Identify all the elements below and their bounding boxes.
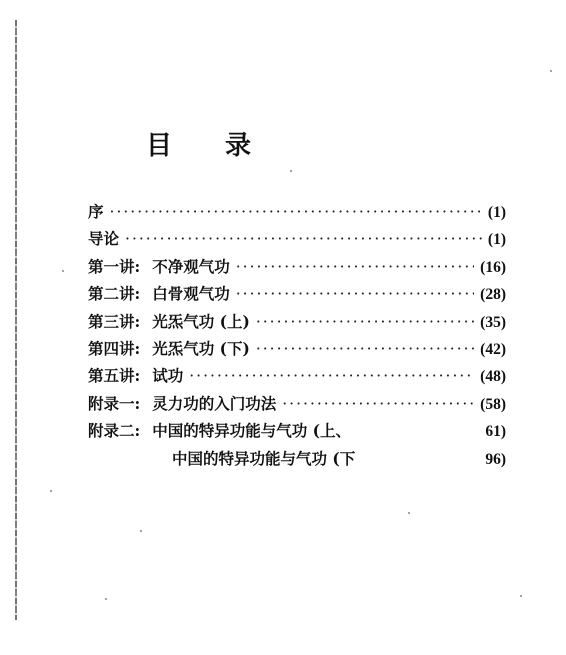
toc-row-lecture-3[interactable] (88, 310, 506, 337)
page-title (146, 125, 252, 162)
toc-row-appendix-2-part-1[interactable] (88, 419, 506, 446)
toc-row-lecture-5[interactable] (88, 364, 506, 391)
toc-leader-dots (256, 340, 474, 358)
toc-label: 附录二: (88, 421, 141, 441)
toc-page-number: (35) (480, 313, 506, 331)
toc-label: 序 (88, 202, 104, 221)
toc-row-appendix-2-part-2[interactable] (88, 447, 506, 474)
toc-row-appendix-1[interactable] (88, 392, 506, 419)
table-of-contents (88, 200, 506, 474)
scan-speck (62, 270, 64, 272)
scan-speck (290, 170, 292, 172)
scan-speck (50, 490, 52, 492)
toc-label: 第三讲: (88, 311, 141, 331)
toc-title: 中国的特异功能与气功 (下 (172, 448, 356, 468)
toc-page-number: (1) (487, 231, 506, 249)
toc-title: 光炁气功 (上) (152, 311, 250, 331)
toc-leader-dots (282, 395, 474, 413)
toc-row-lecture-2[interactable] (88, 282, 506, 309)
toc-label: 第四讲: (88, 338, 141, 358)
toc-title: 白骨观气功 (152, 284, 230, 304)
toc-page-number: (58) (480, 395, 506, 413)
toc-row-lecture-1[interactable] (88, 255, 506, 282)
toc-title: 灵力功的入门功法 (152, 393, 277, 413)
toc-label: 导论 (88, 229, 120, 249)
toc-title: 试功 (152, 366, 184, 386)
toc-page-number: (16) (480, 258, 506, 276)
toc-page-number: (48) (480, 368, 506, 386)
toc-leader-dots (110, 203, 482, 221)
toc-title: 中国的特异功能与气功 (上、 (152, 421, 351, 441)
toc-page-number: 96) (485, 450, 506, 468)
toc-label: 第五讲: (88, 366, 141, 386)
toc-leader-dots (125, 230, 482, 248)
toc-label: 第二讲: (88, 284, 141, 304)
scan-speck (140, 530, 142, 532)
toc-leader-dots (189, 367, 474, 385)
scan-speck (105, 598, 107, 600)
toc-row-preface[interactable] (88, 200, 506, 227)
toc-page-number: 61) (485, 423, 506, 441)
scan-speck (408, 512, 410, 514)
toc-page-number: (28) (480, 286, 506, 304)
toc-page-number: (1) (487, 204, 506, 221)
page-title-char-1: 目 (146, 131, 174, 161)
scan-speck (520, 595, 522, 597)
toc-title: 光炁气功 (下) (152, 338, 250, 358)
toc-leader-dots (236, 285, 474, 303)
page-spine-edge (15, 20, 17, 620)
toc-row-introduction[interactable] (88, 227, 506, 254)
scan-speck (550, 70, 552, 72)
toc-title: 不净观气功 (152, 256, 230, 276)
toc-row-lecture-4[interactable] (88, 337, 506, 364)
toc-label: 第一讲: (88, 256, 141, 276)
page-title-char-2: 录 (225, 131, 253, 161)
toc-leader-dots (256, 313, 474, 331)
toc-label: 附录一: (88, 393, 141, 413)
toc-page-number: (42) (480, 340, 506, 358)
toc-leader-dots (236, 258, 474, 276)
